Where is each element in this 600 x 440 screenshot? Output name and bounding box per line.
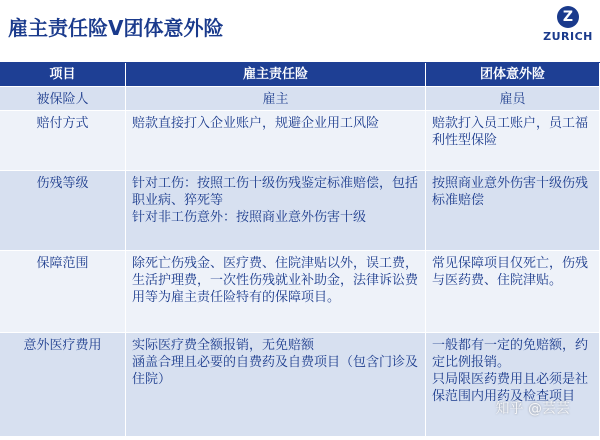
logo-icon: Z: [557, 6, 579, 28]
zurich-logo: [536, 6, 600, 43]
table-row: [0, 251, 600, 333]
row-label: 被保险人: [0, 87, 126, 111]
header-group-accident: 团体意外险: [426, 63, 600, 87]
watermark: 知乎 @芸芸: [495, 401, 570, 417]
header-employer-liability: 雇主责任险: [126, 63, 426, 87]
group-cell: 雇员: [426, 87, 600, 111]
table-row: [0, 87, 600, 111]
employer-cell: 针对工伤：按照工伤十级伤残鉴定标准赔偿，包括职业病、猝死等 针对非工伤意外：按照商业意外伤害十级: [126, 171, 426, 251]
logo-text: ZURICH: [543, 30, 593, 43]
page-title: 雇主责任险V团体意外险: [8, 16, 224, 40]
row-label: 保障范围: [0, 251, 126, 333]
employer-cell: 实际医疗费全额报销，无免赔额 涵盖合理且必要的自费药及自费项目（包含门诊及住院）: [126, 333, 426, 437]
row-label: 意外医疗费用: [0, 333, 126, 437]
group-cell: 按照商业意外伤害十级伤残标准赔偿: [426, 171, 600, 251]
table-row: [0, 111, 600, 171]
table-header-row: [0, 63, 600, 87]
employer-cell: 除死亡伤残金、医疗费、住院津贴以外，误工费，生活护理费，一次性伤残就业补助金，法律诉讼费用等为雇主责任险特有的保障项目。: [126, 251, 426, 333]
row-label: 赔付方式: [0, 111, 126, 171]
group-cell: 常见保障项目仅死亡，伤残与医药费、住院津贴。: [426, 251, 600, 333]
group-cell: 一般都有一定的免赔额，约定比例报销。 只局限医药费用且必须是社保范围内用药及检查项目: [426, 333, 600, 437]
employer-cell: 雇主: [126, 87, 426, 111]
table-row: [0, 333, 600, 437]
row-label: 伤残等级: [0, 171, 126, 251]
comparison-table: [0, 63, 600, 437]
table-row: [0, 171, 600, 251]
group-cell: 赔款打入员工账户，员工福利性型保险: [426, 111, 600, 171]
employer-cell: 赔款直接打入企业账户，规避企业用工风险: [126, 111, 426, 171]
header-item: 项目: [0, 63, 126, 87]
